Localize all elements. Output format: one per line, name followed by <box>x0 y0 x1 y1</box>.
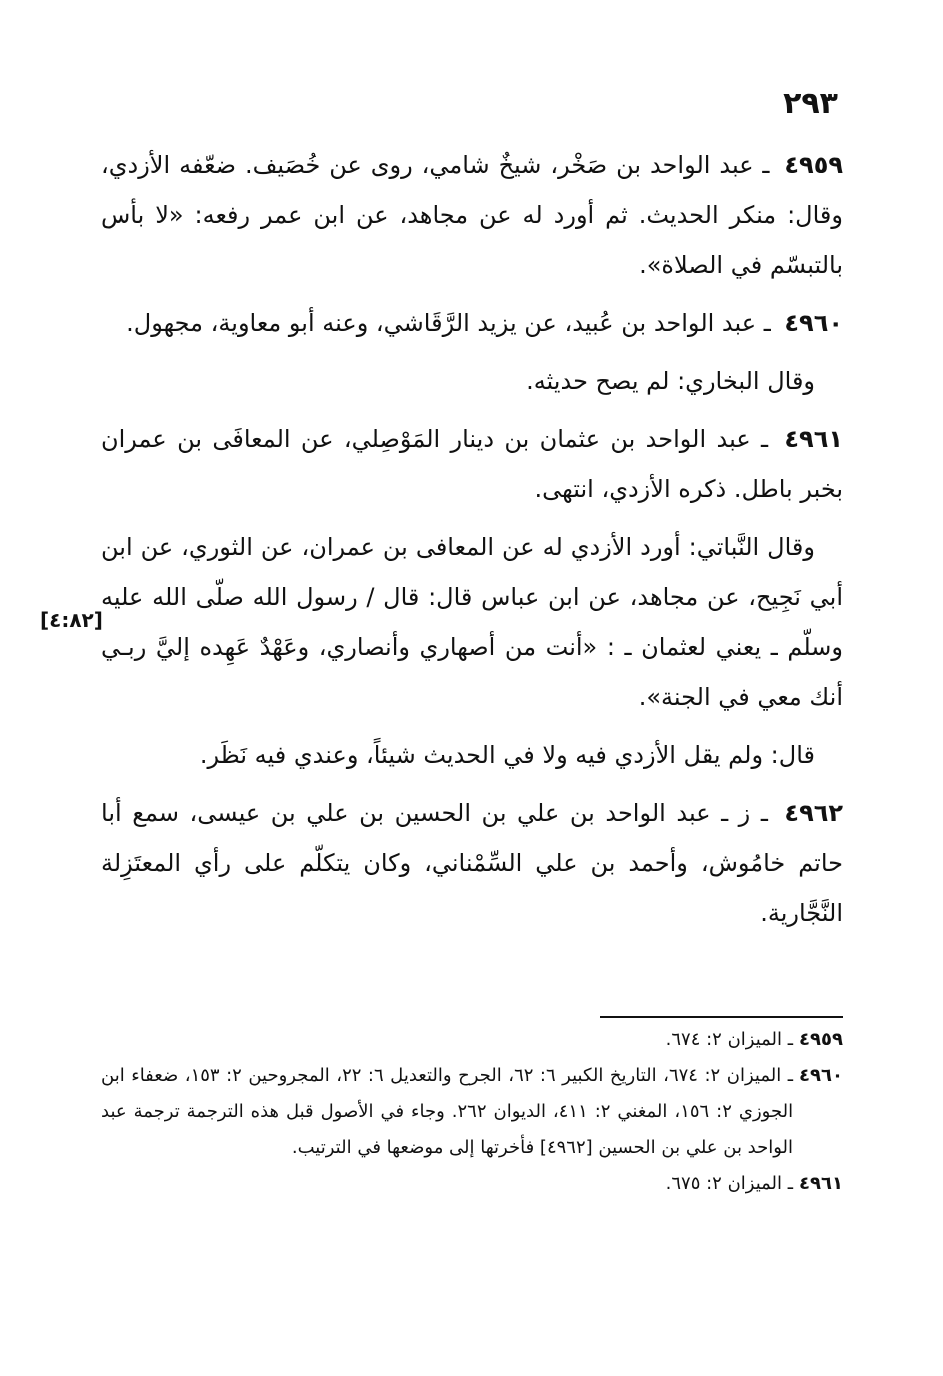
footnote-number: ٤٩٦١ <box>799 1173 843 1194</box>
footnote-text: ـ الميزان ٢: ٦٧٥. <box>665 1173 794 1194</box>
margin-reference: [٤:٨٢] <box>40 608 103 632</box>
footnote-divider <box>600 1016 843 1018</box>
entry-text: ـ عبد الواحد بن عُبيد، عن يزيد الرَّقَاشي، وعنه أبو معاوية، مجهول. <box>126 309 771 337</box>
footnotes <box>101 1022 843 1202</box>
entry-4962 <box>101 788 843 938</box>
entry-number: ٤٩٦١ <box>784 425 843 453</box>
paragraph-bukhari: وقال البخاري: لم يصح حديثه. <box>526 367 815 395</box>
entry-text: ـ ز ـ عبد الواحد بن علي بن الحسين بن علي بن عيسى، سمع أبا حاتم خامُوش، وأحمد بن علي السِّمْناني، وكان يتكلّم على رأي المعتَزِلة النَّجَّارية. <box>101 799 843 927</box>
footnote-item <box>101 1058 843 1166</box>
paragraph-nabati: وقال النَّباتي: أورد الأزدي له عن المعافى بن عمران، عن الثوري، عن ابن أبي نَجِيح، عن مجاهد، عن ابن عباس قال: قال / رسول الله صلّى الله عليه وسلّم ـ يعني لعثمان ـ : «أنت من أصهاري وأنصاري، وعَهْدٌ عَهِده إليَّ ربـي أنك معي في الجنة». <box>101 533 843 711</box>
entry-number: ٤٩٦٢ <box>784 799 844 827</box>
page-number: ٢٩٣ <box>783 86 838 121</box>
paragraph-qal: قال: ولم يقل الأزدي فيه ولا في الحديث شيئاً، وعندي فيه نَظَر. <box>199 741 815 769</box>
footnote-item <box>101 1166 843 1202</box>
footnote-item <box>101 1022 843 1058</box>
entry-4959 <box>101 140 843 290</box>
entry-text: ـ عبد الواحد بن صَخْر، شيخٌ شامي، روى عن خُصَيف. ضعّفه الأزدي، وقال: منكر الحديث. ثم أورد له عن مجاهد، عن ابن عمر رفعه: «لا بأس بالتبسّم في الصلاة». <box>101 151 843 279</box>
entry-text: ـ عبد الواحد بن عثمان بن دينار المَوْصِلي، عن المعافَى بن عمران بخبر باطل. ذكره الأزدي، انتهى. <box>101 425 843 503</box>
entry-number: ٤٩٦٠ <box>784 309 843 337</box>
entry-4961 <box>101 414 843 514</box>
footnote-number: ٤٩٥٩ <box>799 1029 843 1050</box>
entry-number: ٤٩٥٩ <box>784 151 843 179</box>
footnote-text: ـ الميزان ٢: ٦٧٤، التاريخ الكبير ٦: ٦٢، الجرح والتعديل ٦: ٢٢، المجروحين ٢: ١٥٣، ضعفاء ابن الجوزي ٢: ١٥٦، المغني ٢: ٤١١، الديوان ٢٦٢. وجاء في الأصول قبل هذه الترجمة ترجمة عبد الواحد بن علي بن الحسين [٤٩٦٢] فأخرتها إلى موضعها في الترتيب. <box>101 1065 794 1158</box>
entry-4960 <box>101 298 843 348</box>
footnote-number: ٤٩٦٠ <box>799 1065 843 1086</box>
main-text <box>101 140 843 946</box>
footnote-text: ـ الميزان ٢: ٦٧٤. <box>665 1029 794 1050</box>
